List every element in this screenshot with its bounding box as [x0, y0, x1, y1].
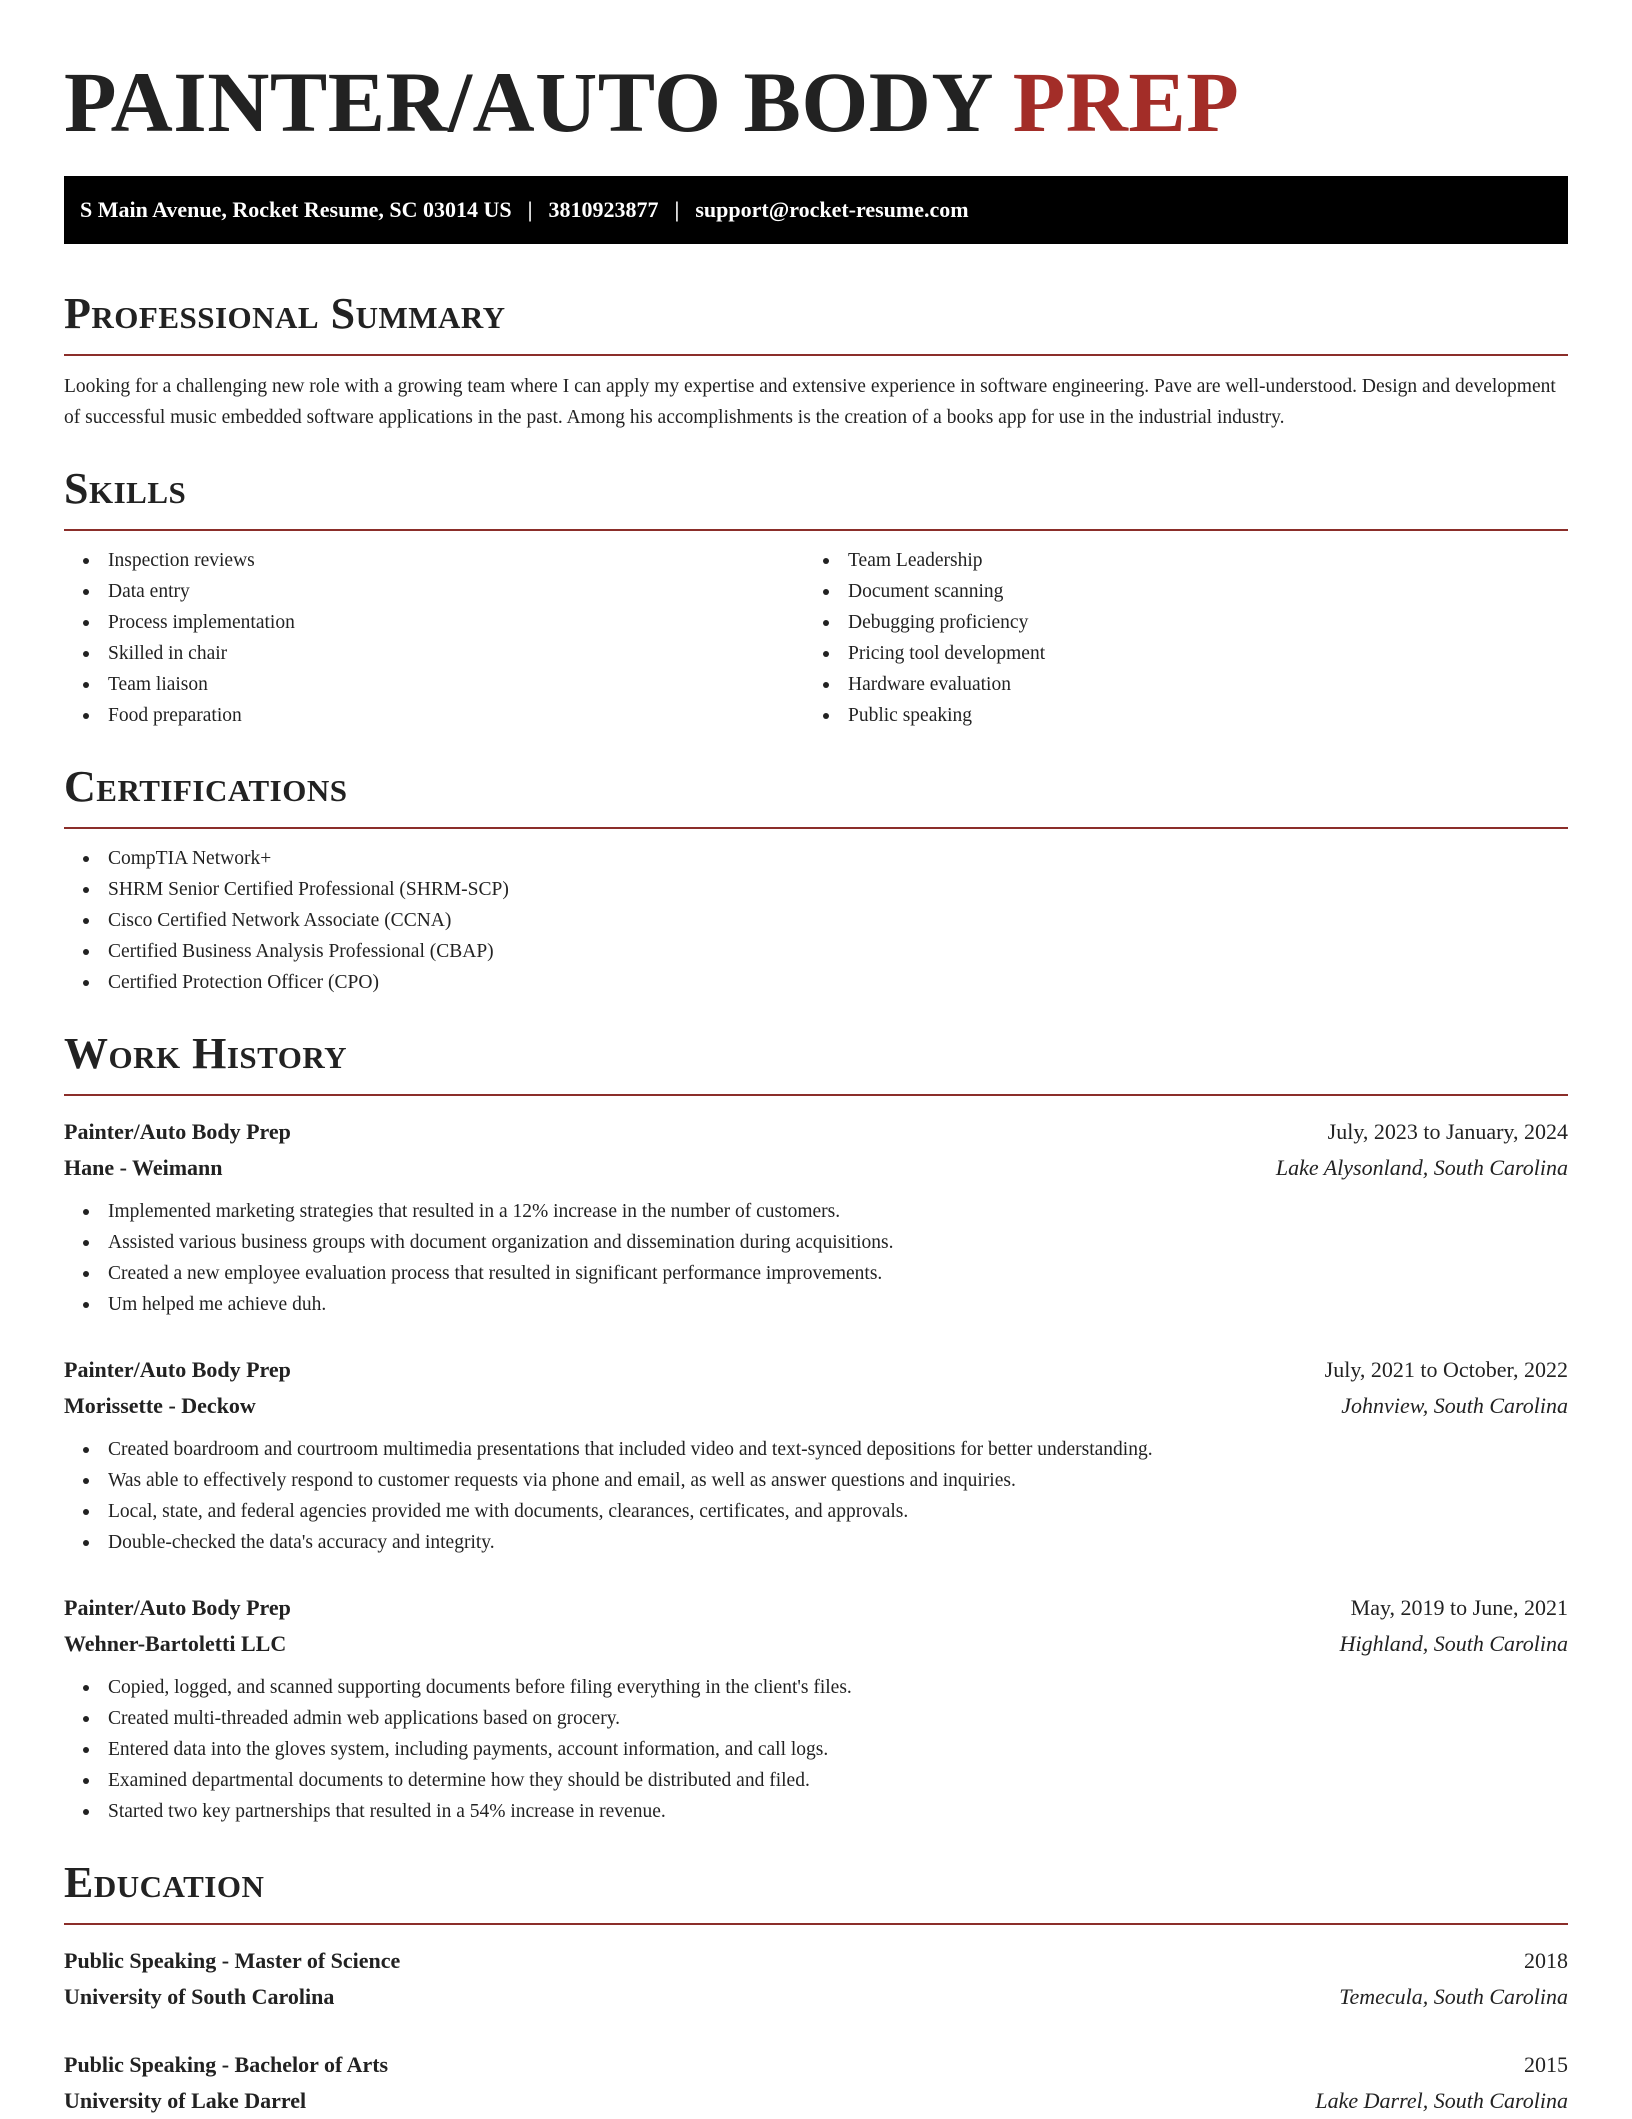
job-location: Highland, South Carolina — [1339, 1631, 1568, 1656]
education-year: 2015 — [1524, 2052, 1568, 2077]
certification-item: Cisco Certified Network Associate (CCNA) — [64, 905, 1568, 936]
job-dates: July, 2023 to January, 2024 — [1327, 1119, 1568, 1144]
contact-bar — [64, 176, 1568, 244]
section-divider — [64, 1094, 1568, 1096]
job-bullet: Created multi-threaded admin web applications based on grocery. — [64, 1703, 1568, 1734]
job-employer: Morissette - Deckow — [64, 1393, 256, 1418]
skill-item: Public speaking — [804, 700, 1544, 731]
skill-item: Process implementation — [64, 607, 804, 638]
job-title: Painter/Auto Body Prep — [64, 1119, 291, 1144]
contact-address: S Main Avenue, Rocket Resume, SC 03014 US — [80, 197, 512, 222]
job-bullet: Created a new employee evaluation process that resulted in significant performance improvements. — [64, 1258, 1568, 1289]
name-accent: PREP — [1012, 54, 1240, 150]
section-title-certifications: Certifications — [64, 762, 348, 811]
contact-email[interactable]: support@rocket-resume.com — [695, 197, 969, 222]
job-dates: July, 2021 to October, 2022 — [1324, 1357, 1568, 1382]
job-location: Johnview, South Carolina — [1341, 1393, 1568, 1418]
skill-item: Data entry — [64, 576, 804, 607]
certification-item: Certified Business Analysis Professional (CBAP) — [64, 936, 1568, 967]
job-bullet: Local, state, and federal agencies provided me with documents, clearances, certificates, and approvals. — [64, 1496, 1568, 1527]
job-entry — [64, 1590, 1568, 1827]
work-history-section — [64, 1026, 1568, 1827]
education-entry — [64, 1943, 1568, 2015]
job-bullet: Started two key partnerships that resulted in a 54% increase in revenue. — [64, 1796, 1568, 1827]
job-bullet: Assisted various business groups with document organization and dissemination during acquisitions. — [64, 1227, 1568, 1258]
skill-item: Document scanning — [804, 576, 1544, 607]
section-divider — [64, 1923, 1568, 1925]
summary-section — [64, 286, 1568, 433]
education-degree: Public Speaking - Master of Science — [64, 1948, 401, 1973]
section-divider — [64, 827, 1568, 829]
skill-item: Pricing tool development — [804, 638, 1544, 669]
job-bullets — [64, 1434, 1568, 1558]
job-title: Painter/Auto Body Prep — [64, 1595, 291, 1620]
job-bullet: Was able to effectively respond to customer requests via phone and email, as well as answer questions and inquiries. — [64, 1465, 1568, 1496]
education-location: Lake Darrel, South Carolina — [1315, 2088, 1568, 2113]
section-title-education: Education — [64, 1858, 265, 1907]
skills-columns — [64, 531, 1568, 731]
section-divider — [64, 354, 1568, 356]
section-title-work-history: Work History — [64, 1029, 348, 1078]
job-employer: Wehner-Bartoletti LLC — [64, 1631, 287, 1656]
contact-separator: | — [674, 197, 680, 222]
education-entry — [64, 2047, 1568, 2119]
summary-text: Looking for a challenging new role with a growing team where I can apply my expertise and extensive experience in software engineering. Pave are well-understood. Design and development of successful music embedded software applications in the past. Among his accomplishments is the creation of a books app for use in the industrial industry. — [64, 376, 1556, 428]
education-school: University of South Carolina — [64, 1984, 335, 2009]
skills-list-right — [804, 545, 1544, 731]
certifications-list — [64, 843, 1568, 998]
education-year: 2018 — [1524, 1948, 1568, 1973]
job-entry — [64, 1352, 1568, 1558]
name-main: PAINTER/AUTO BODY — [64, 54, 991, 150]
education-degree: Public Speaking - Bachelor of Arts — [64, 2052, 389, 2077]
job-entry — [64, 1114, 1568, 1320]
job-bullet: Created boardroom and courtroom multimedia presentations that included video and text-synced depositions for better understanding. — [64, 1434, 1568, 1465]
education-section — [64, 1855, 1568, 2119]
education-location: Temecula, South Carolina — [1339, 1984, 1568, 2009]
section-title-skills: Skills — [64, 464, 187, 513]
contact-separator: | — [527, 197, 533, 222]
certification-item: CompTIA Network+ — [64, 843, 1568, 874]
section-title-summary: Professional Summary — [64, 289, 506, 338]
skill-item: Team Leadership — [804, 545, 1544, 576]
contact-phone: 3810923877 — [548, 197, 659, 222]
job-location: Lake Alysonland, South Carolina — [1275, 1155, 1568, 1180]
job-bullet: Implemented marketing strategies that resulted in a 12% increase in the number of customers. — [64, 1196, 1568, 1227]
certification-item: Certified Protection Officer (CPO) — [64, 967, 1568, 998]
education-school: University of Lake Darrel — [64, 2088, 307, 2113]
skills-section — [64, 461, 1568, 731]
job-bullet: Double-checked the data's accuracy and integrity. — [64, 1527, 1568, 1558]
job-bullets — [64, 1196, 1568, 1320]
job-bullet: Entered data into the gloves system, including payments, account information, and call logs. — [64, 1734, 1568, 1765]
skill-item: Hardware evaluation — [804, 669, 1544, 700]
skill-item: Food preparation — [64, 700, 804, 731]
resume-page — [64, 0, 1568, 2119]
job-bullet: Copied, logged, and scanned supporting documents before filing everything in the client's files. — [64, 1672, 1568, 1703]
job-dates: May, 2019 to June, 2021 — [1350, 1595, 1568, 1620]
candidate-name — [64, 52, 1568, 152]
skill-item: Debugging proficiency — [804, 607, 1544, 638]
skill-item: Team liaison — [64, 669, 804, 700]
certification-item: SHRM Senior Certified Professional (SHRM-SCP) — [64, 874, 1568, 905]
job-employer: Hane - Weimann — [64, 1155, 223, 1180]
certifications-section — [64, 759, 1568, 998]
job-bullet: Examined departmental documents to determine how they should be distributed and filed. — [64, 1765, 1568, 1796]
skill-item: Skilled in chair — [64, 638, 804, 669]
skill-item: Inspection reviews — [64, 545, 804, 576]
job-bullet: Um helped me achieve duh. — [64, 1289, 1568, 1320]
job-bullets — [64, 1672, 1568, 1827]
job-title: Painter/Auto Body Prep — [64, 1357, 291, 1382]
skills-list-left — [64, 545, 804, 731]
